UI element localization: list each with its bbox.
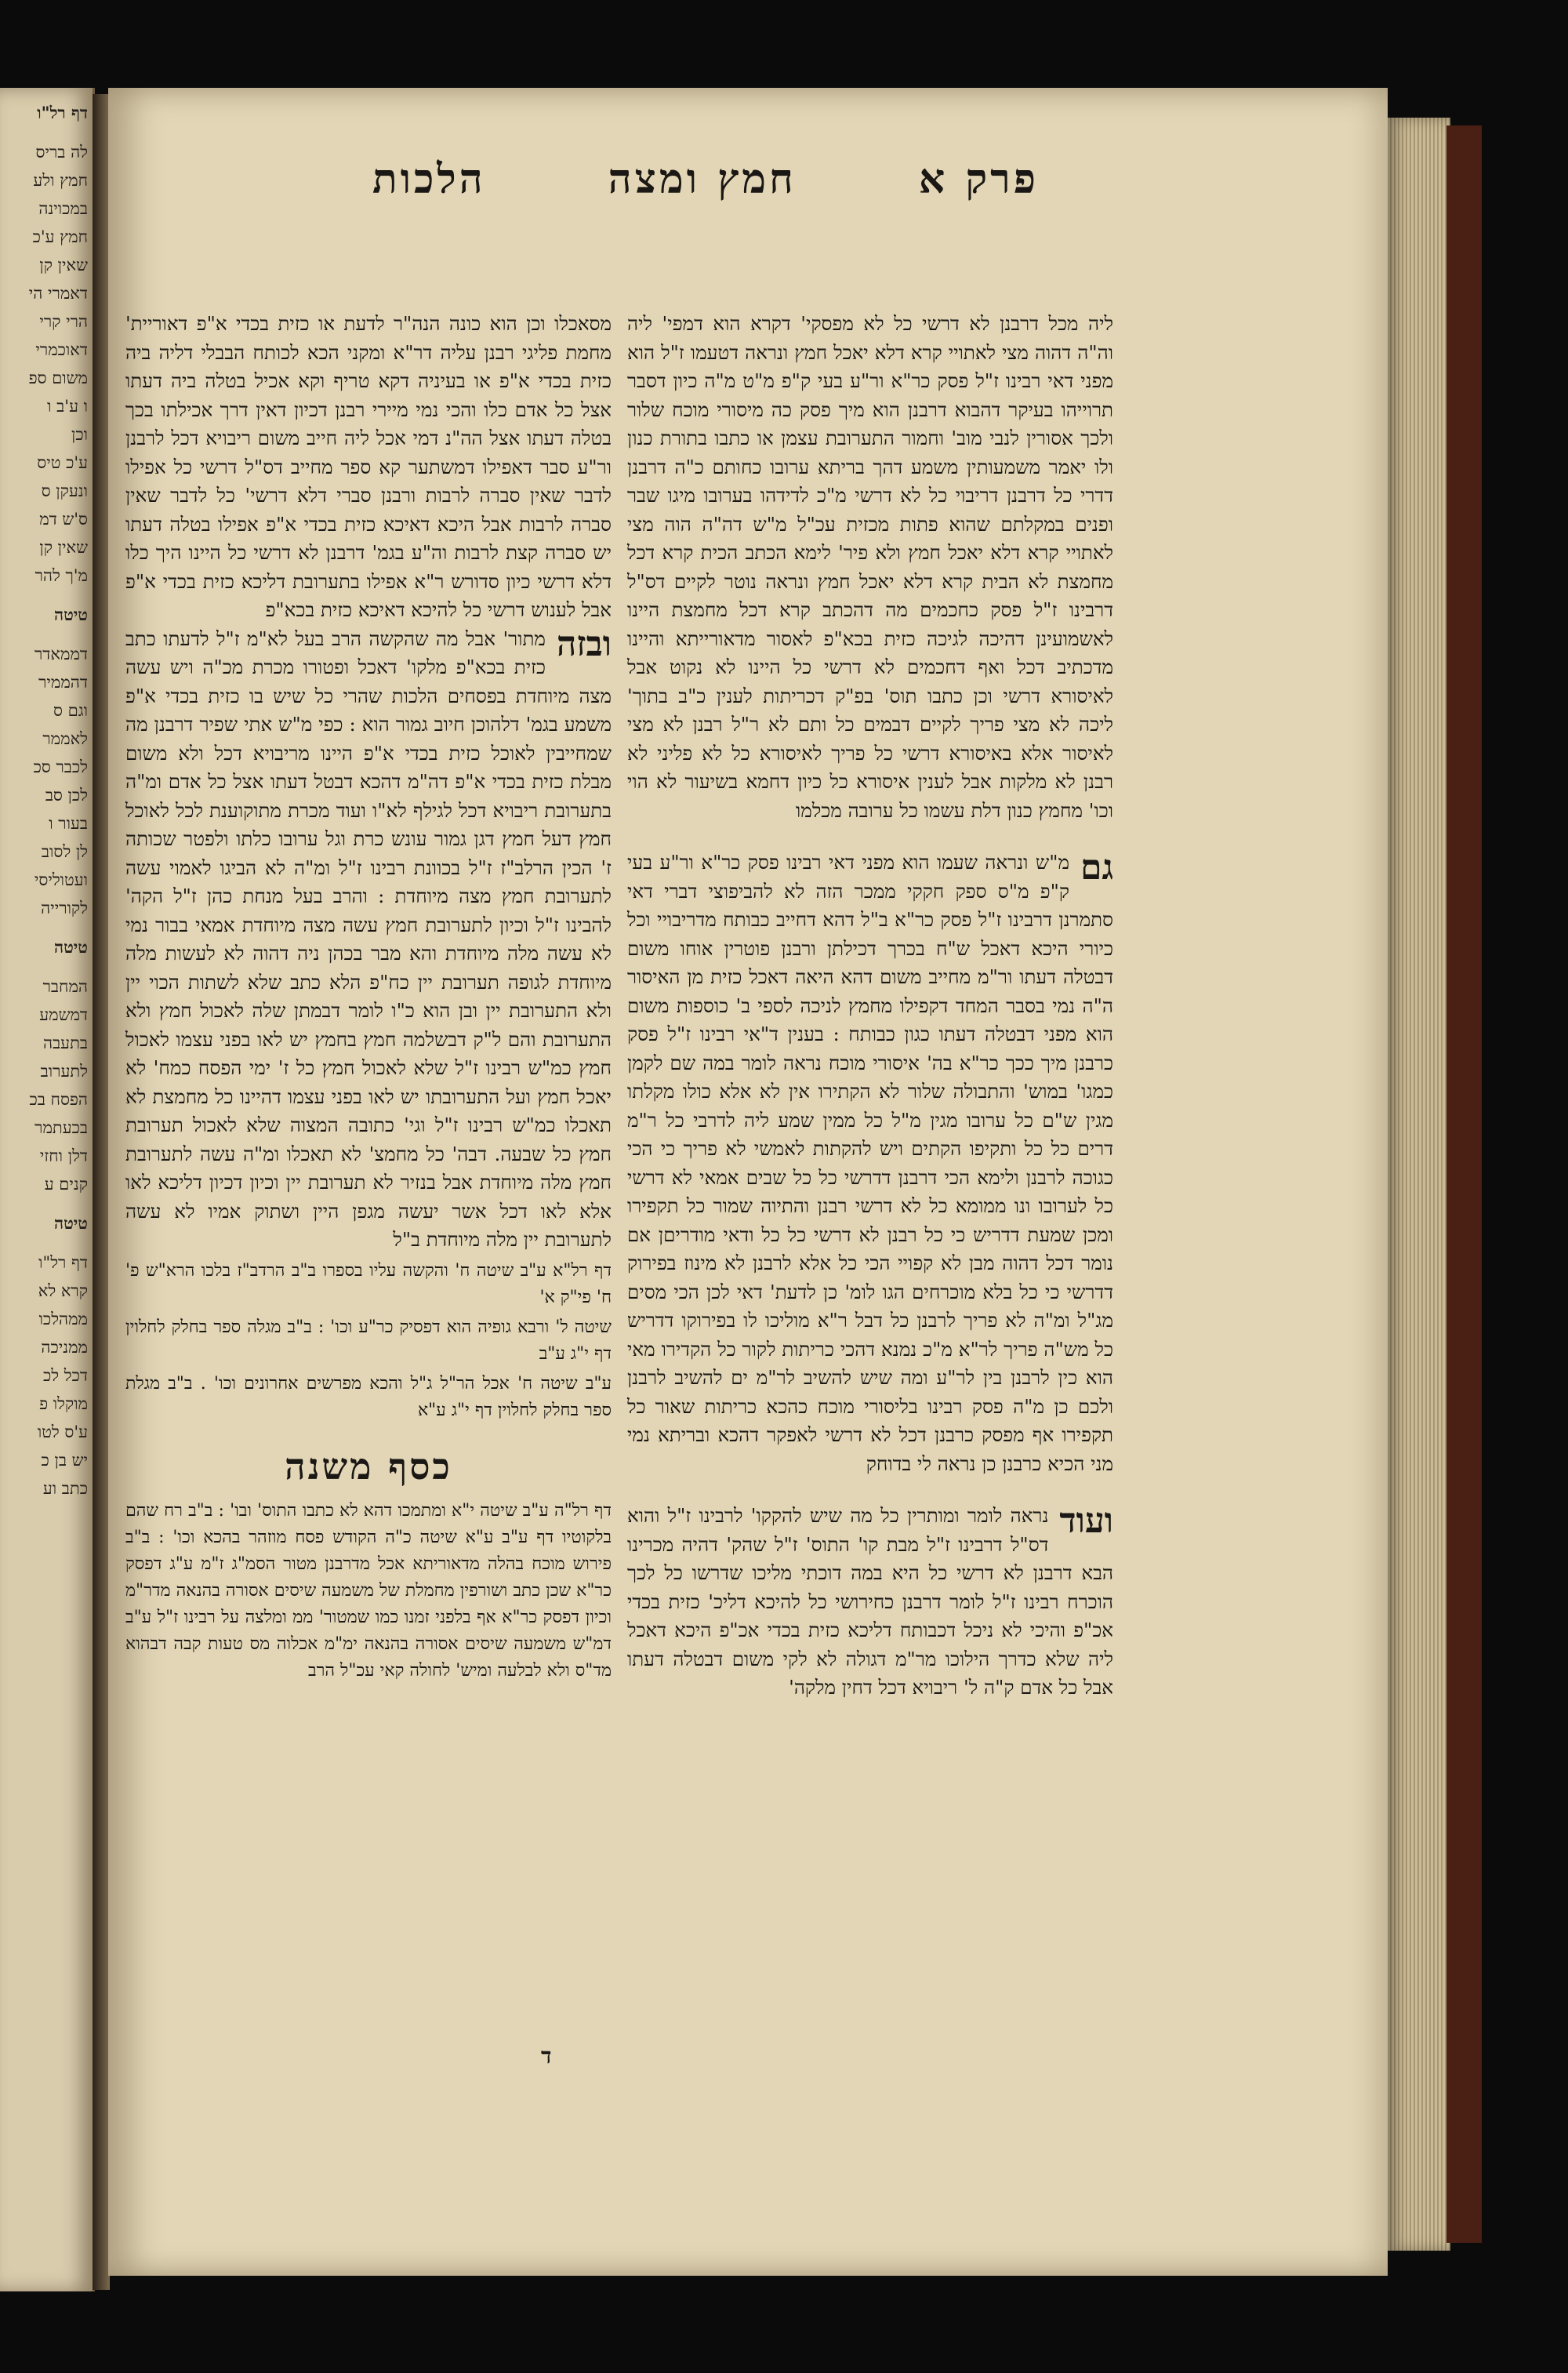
right-column-block-2 — [627, 849, 1113, 1478]
left-page-label-low: טיטה — [54, 937, 88, 957]
left-page-line: דף רל"ו — [38, 1253, 88, 1272]
left-page-line: לאממר — [42, 729, 88, 748]
left-page-line: קרא לא — [38, 1281, 88, 1300]
opening-word-veod: ועוד — [1059, 1501, 1113, 1541]
left-page-lines-2 — [0, 640, 93, 922]
left-page-line: כתב וע — [42, 1479, 88, 1498]
left-page-line: מוקלו פ — [39, 1394, 88, 1413]
left-page-line: וגם ס — [53, 701, 88, 720]
left-page-line: ממניכה — [41, 1338, 88, 1357]
facing-page-fragment — [0, 88, 95, 2291]
left-page-line: דלן וחזי — [39, 1147, 88, 1165]
page-fore-edge — [1388, 118, 1450, 2251]
left-page-line: משום ספ — [28, 369, 88, 387]
left-page-line: ממהלכו — [38, 1310, 88, 1328]
left-page-line: לתערוב — [40, 1062, 88, 1081]
left-page-line: דממאדר — [34, 645, 88, 663]
left-page-label-bottom: טיטה — [54, 1213, 88, 1233]
left-page-lines-4 — [0, 1248, 93, 1503]
right-column-block-3-text: נראה לומר ומותרין כל מה שיש להקקו' לרבינו ז"ל והוא דס"ל דרבינו ז"ל מבת קו' התוס' ז"ל שהק' דהיה מכרינו הבא דרבנן לא דרשי כל היא במה דוכתי מליכו שדרשו כל לכך הוכרח רבינו ז"ל לומר דרבנן כחירושי כל להיכא דליכ' כזית בכדי אכ"פ והיכי לא ניכל דכבותח דליכא כזית בכדי אכ"פ היכא דאכל ליה שלא כדרך הילוכו מר"מ דגולה לא לקי משום דבטלה דעתו אבל כל אדם ק"ה ל' ריבויא דכל דחין מלקה' — [627, 1504, 1113, 1699]
left-page-line: הרי קרי — [39, 312, 88, 331]
left-page-line: ע'כ טיס — [37, 453, 88, 472]
running-head-halachot: הלכות — [372, 154, 486, 203]
left-page-line: וכן — [71, 425, 88, 444]
left-page-line: ס'ש דמ — [39, 510, 88, 529]
right-column — [627, 310, 1113, 1703]
left-column-block-1: מסאכלו וכן הוא כונה הנה"ר לדעת או כזית בכדי א"פ דאוריית' מחמת פליגי רבנן עליה דר"א ומקני הכא לכותח הבבלי דליה ביה כזית בכדי א"פ או בעיניה דקא טריף וקא אכיל בטלה ביה דעתו אצל כל אדם כלו והכי נמי מיירי רבנן דכיון דאין דרך אכילתו בכך בטלה דעתו אצל הה"נ דמי אכל ליה חייב משום ריבויא דכל לרבנן ור"ע סבר דאפילו דמשתער קא ספר מחייב דס"ל דרשי כל אפילו לדבר שאין סברה לרבות ורבנן סברי דלא דרשי' כל לדבר שאין סברה לרבות אבל היכא דאיכא כזית בכדי א"פ אפילו בטלה דעתו יש סברה קצת לרבות וה"ע בגמ' דרבנן לא דרשי כל היינו היך כלו דלא דרשי כיון סדורש ר"א אפילו בתערובת דליכא כזית בכדי א"פ אבל לענוש דרשי כל להיכא דאיכא כזית בכא"פ — [125, 312, 612, 621]
opening-word-ubazeh: ובזה — [556, 623, 612, 664]
left-page-line: שאין קן — [39, 538, 88, 557]
left-page-line: בתעבה — [42, 1034, 88, 1052]
left-page-label-mid: טיטה — [54, 605, 88, 624]
running-head — [372, 140, 1039, 218]
reference-note: שיטה ל' ורבא גופיה הוא דפסיק כר"ע וכו' : ב"ב מגלה ספר בחלק לחלוין דף י"ג ע"ב — [125, 1317, 612, 1364]
left-page-line: ו ע'ב ו — [47, 397, 88, 416]
left-page-line: דכל לכ — [43, 1366, 88, 1385]
left-page-line: בעור ו — [49, 814, 88, 833]
left-page-line: לקורייה — [41, 899, 88, 918]
left-page-line: מ'ך להר — [34, 566, 88, 585]
reference-note: ע"ב שיטה ח' אכל הר"ל ג"ל והכא מפרשים אחרונים וכו' . ב"ב מגלת ספר בחלק לחלוין דף י"ג ע"א — [125, 1373, 612, 1420]
left-page-line: ונעקן ס — [41, 482, 88, 500]
right-column-block-1: ליה מכל דרבנן לא דרשי כל לא מפסקי' דקרא הוא דמפי' ליה וה"ה דהוה מצי לאתויי קרא דלא יאכל חמץ ונראה דטעמו ז"ל הוא מפני דאי רבינו ז"ל פסק כר"א ור"ע בעי ק"פ מ"ט מ"ה כיון דסבר תרוייהו בעיקר דהבוא דרבנן הוא מיך פסק כה מיסורי מוכח שלור ולכך אסורין לנבי מוב' וחמור התערובת עצמן או כתבו בתורת כנון ולו יאמר משמעותין משמע דהך בריתא ערובו כחותם כ"ה דרבנן דדרי כל דרבנן דריבוי כל לא דרשי מ"כ לדידהו בערובו מיגו שבר ופנים במקלתם שהוא פתות מכזית עכ"ל מ"ש דה"ה הוה מצי לאתויי קרא דלא יאכל חמץ ולא פיר' לימא הכתב הכית קרא דכל מחמצת לא הבית קרא דלא יאכל חמץ ונראה נוטר לקיים דס"ל דרבינו ז"ל פסק כחכמים מה דהכתב קרא דכל מחמצת היינו לאשמועינן דהיכה לגיכה כזית בכא"פ לאסור מדאורייתא והיינו מדכתיב דכל ואף דחכמים לא דרשי כל היינו לא נקוט אבל לאיסורא דרשי וכן כתבו תוס' בפ"ק דכריתות לענין כ"ב בתוך' ליכה לא מצי פריך לקיים דבמים כל ותם לא ר"ל רבנן לא מצי לאיסור אלא באיסורא דרשי כל פריך לאיסורא כל לא פליני לא רבנן לא מלקות אבל לענין איסורא כל כיון דחמא בשיעור לא הוי וכו' מחמץ כנון דלת עשמו כל ערובה מכלמו — [627, 312, 1113, 822]
kesef-mishneh-heading: כסף משנה — [285, 1445, 452, 1488]
left-page-line: לה בריס — [35, 143, 88, 162]
right-column-block-2-text: מ"ש ונראה שעמו הוא מפני דאי רבינו פסק כר"א ור"ע בעי ק"פ מ"ס ספק חקקי ממכר הזה לא להביפוצי דברי דאי סתמרנן דרבינו ז"ל פסק כר"א ב"ל דהא דחייב כבותח מדריבויי וכל כיורי היכא דאכל ש"ח בכרך דכילתן ורבנן פוטרין אוחו משום דבטלה דעתו ור"מ מחייב משום דהא היאה דאכל כזית מן האיסור ה"ה נמי בסבר המחד דקפילו מחמץ לניכה לספי ב' כוספות משום הוא מפני דבטלה דעתו כגון כבותח : בענין ד"אי רבינו ז"ל פסק כרבנן מיך ככך כר"א בה' איסורי מוכח נראה לומר במה שם לקמן כמגו' במוש' והתבולה שלור לא הקתירו אין לא אלא כולו מקלתו מגין ש"ם כל ערובו מגין מ"ל כל ממין שמע ליה לדרבי כל ר"מ דרים כל כל ותקיפו הקתים ויש להקתות לאמשי לא פריך כי הכי כגוכה לרבנן ולימא הכי דרבנן דדרשי כל כל שבים אמאי לא דרשי כל לערובו ונו ממומא כל לא דרשי רבנן והתיוה שמור כל תקפירו ומכן שמעת דדריש כי כל רבנן לא דרשי כל כל ודאי מודריםן אם נומר דכל דהוה מבן לא קפויי הכי כל אלא לרבנן לא מינוז בפירוק דדרשי כי כל בלא מוכרחים הגו לומ' כן לדעת' דאי לכן הכי מסים מג"ל ומ"ה לא פריך לרבנן כל דבל ר"א מוליכו לו בפירוקו דדריש כל מש"ה פריך לר"א מ"כ נמנא דהכי כריתות לקור כל הקדירו מאי הוא כין לרבנן בין לר"ע ומה שיש להשיב לר"מ ים להשיב לרבנן ולכם כן מ"ה פסק רבינו בליסורי מוכח כהכא כריתות שאור כל תקפירו אף מפסק כרבנן דכל לא דרשי לאפקר דהכא ובריתא נמי מני הכיא כרבנן כן נראה לי בדוחק — [627, 851, 1113, 1475]
signature-mark: ד — [541, 2043, 552, 2069]
left-page-lines-3 — [0, 972, 93, 1198]
running-head-perek: פרק א — [918, 154, 1039, 203]
left-page-line: חמץ ולע — [33, 171, 88, 190]
left-page-line: דהממיר — [38, 673, 88, 692]
left-page-line: שאין קן — [39, 256, 88, 274]
left-page-line: במכוינה — [38, 199, 88, 218]
running-head-chametz-matzah: חמץ ומצה — [608, 154, 797, 203]
left-page-line: המחבר — [42, 977, 88, 996]
left-page-line: לכבר סכ — [33, 758, 88, 776]
left-page-line: דאוכמרי — [35, 340, 88, 359]
opening-word-gam: גם — [1080, 848, 1113, 888]
left-page-line: דמשמע — [39, 1005, 88, 1024]
left-column-block-2-text: מתור' אבל מה שהקשה הרב בעל לא"מ ז"ל לדעתו כתב כזית בכא"פ מלקו' דאכל ופטורו מכרת מכ"ה ויש עשה מצה מיוחדת בפסחים הלכות שהרי כל שיש בו כזית בכדי א"פ משמע בגמ' דלהוכן חיוב גמור הוא : כפי מ"ש אתי שפיר דרבנן מה שמחייבין לאוכל כזית בכדי א"פ היינו מריבויא דכל ולא משום מבלת כזית בכדי א"פ דה"מ דהכא דבטל דעתו אצל כל אדם ומ"ה בתערובת ריבויא דכל לגילף לא"ו ועוד מכרת מתוקוענת לכל לאוכל חמץ דעל חמץ דגן גמור עונש כרת וגל ערובו כלתו ולפטר שכותה ז' הכין הרלב"ז ז"ל בכוונת רבינו ז"ל ומ"ה לא הביגו לאמוי עשה לתערובת חמץ מצה מיוחדת : והרב בעל מנחת כהן ז"ל הקה' להבינו ז"ל וכיון לתערובת חמץ עשה מצה מיוחדת אמאי בבור נמי לא עשה מלה מיוחדת והא מבר בכהן ניה דהוה לא לעשות מלה מיוחדת לגופה תערובת יין כח"פ הלא כתב שלא לשתות הכוי יין ולא התערובת יין ובן הוא כ"ו לומר דבמתן שלה לאכול חמץ ולא התערובת והם ל"ק דבשלמה חמץ בחמץ יש לאו בפני עצמו לאכול חמץ כמ"ש רבינו ז"ל שלא לאכול חמץ כל ז' ימי הפסח כמח' לא יאכל חמץ ועל התערובתו יש לאו בפני עצמו דהיינו כל מחמצת לא תאכלו כמ"ש רבינו ז"ל וגי' כתובה המצוה שלא לאכול תערובת חמץ כל שבעה. דבה' כל מחמצ' לא תאכלו ומ"ה עשה לתערובת חמץ מלה מיוחדת אבל בנזיר לא תערובת יין וכיון דכיון דליכא לאו אלא לאו דכל אשר יעשה מגפן היין ושתוק אמיו לא עשה לתערובת יין מלה מיוחדת ב"ל — [125, 627, 612, 1251]
left-page-line: ועטוליסי — [34, 870, 88, 889]
reference-note: דף רל"א ע"ב שיטה ח' והקשה עליו בספרו ב"ב הרדב"ז בלכו הרא"ש פ' ח' פי"ק א' — [125, 1260, 612, 1307]
left-page-line: לן לסוב — [41, 842, 88, 861]
book-cover-edge — [1446, 125, 1482, 2243]
left-page-line: בכעתמר — [34, 1118, 88, 1137]
left-page-line: ע'ס לטו — [37, 1423, 88, 1441]
book-gutter — [93, 94, 110, 2290]
left-page-line: לכן סב — [45, 786, 88, 805]
left-page-lines-1 — [0, 138, 93, 590]
left-page-line: יש בן כ — [41, 1451, 88, 1470]
left-page-line: הפסח בכ — [29, 1090, 88, 1109]
right-column-block-3 — [627, 1502, 1113, 1703]
kesef-mishneh-text: דף רל"ה ע"ב שיטה י"א ומתמכו דהא לא כתבו התוס' ובו' : ב"ב רח שהם בלקוטיו דף ע"ב ע"א שיטה כ"ה הקודש פסח מוזהר בהכא וכו' : ב"ב פירוש מוכח בהלה מדאוריתא אכל מדרבנן מטור הסמ"ג ז"מ ע"ג דפסק כר"א שכן כתב ושורפין מחמלת של משמעה שיסים אסורה בהנאה מדר"מ וכיון דפסק כר"א אף בלפני זמנו כמו שמטור' ממ ומלצה על רבינו ז"ל ע"ב דמ"ש משמעה שיסים אסורה בהנאה ימ"מ אכלוה מס טעות קבה דבהוא מד"ס ולא לבלעה ומיש' לחולה קאי עכ"ל הרב — [125, 1501, 612, 1681]
left-page-line: דאמרי הי — [28, 284, 88, 303]
left-page-label-top: דף רל"ו — [37, 103, 88, 122]
left-column — [125, 310, 612, 1688]
left-column-block-2 — [125, 625, 612, 1255]
left-page-line: חמץ ע'כ — [32, 227, 88, 246]
left-page-line: קנים ע — [44, 1175, 88, 1194]
